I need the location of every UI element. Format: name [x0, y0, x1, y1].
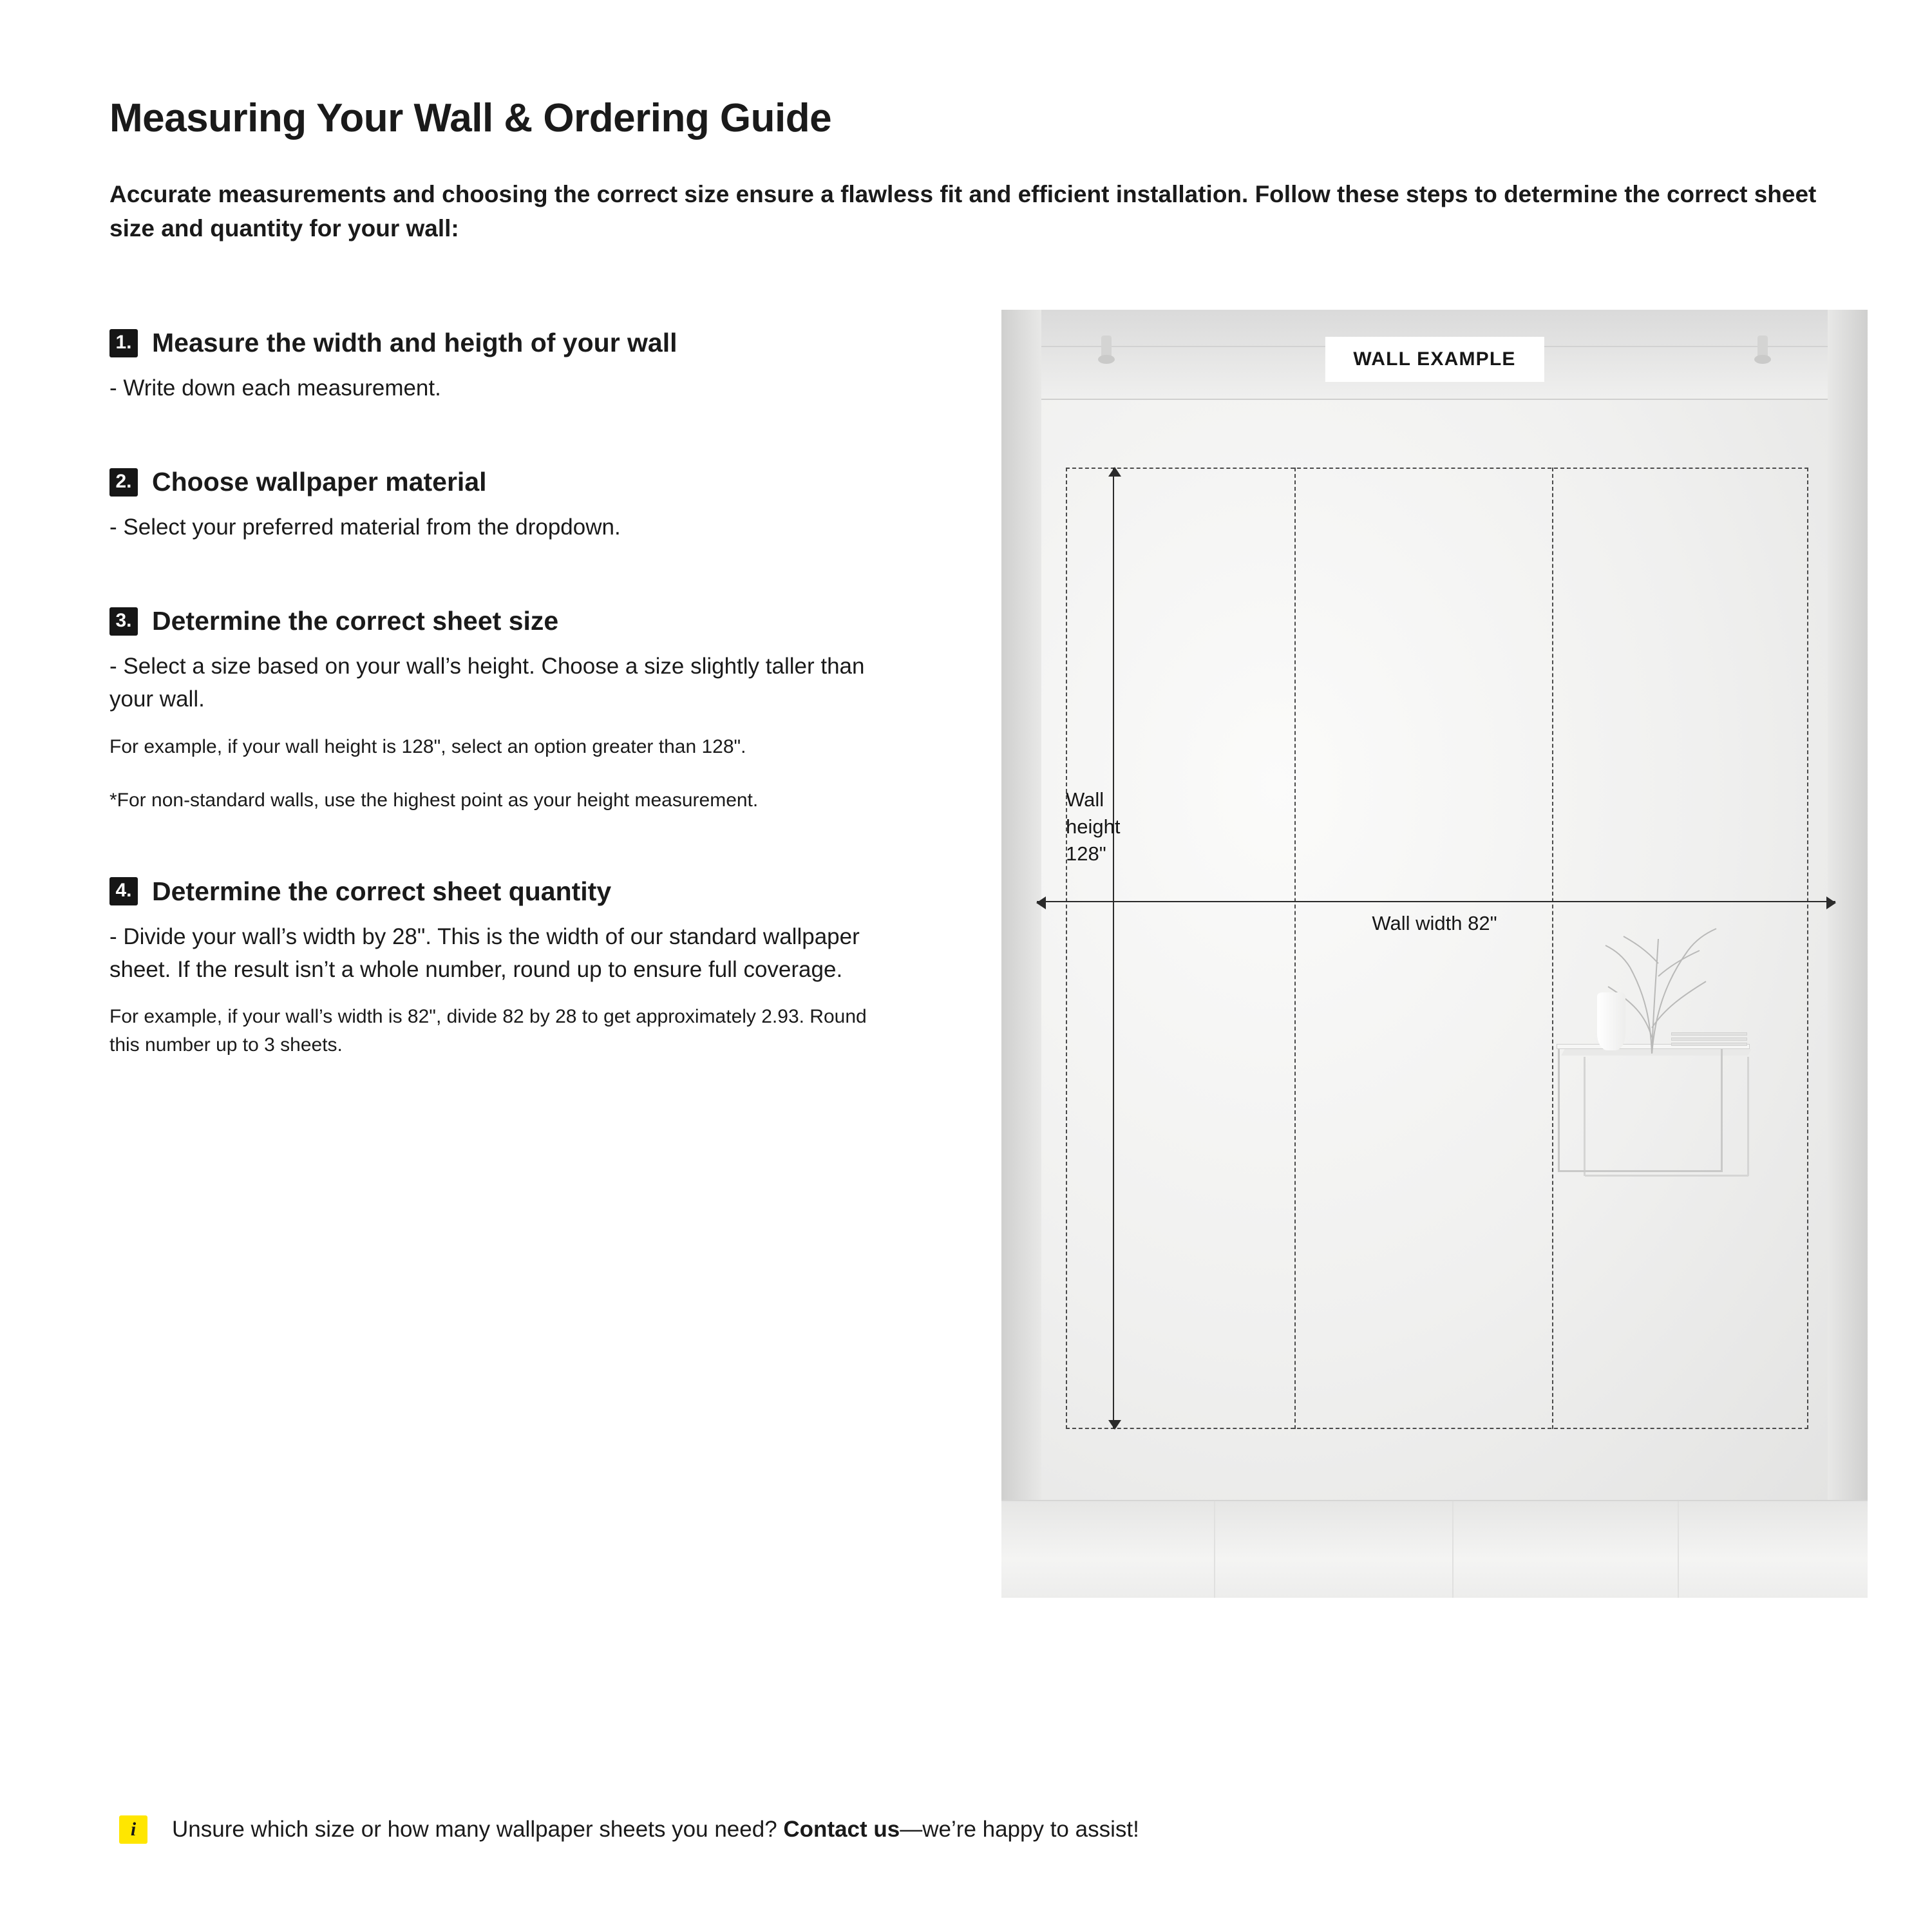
step-1-number: 1. — [109, 329, 138, 357]
step-2-title: Choose wallpaper material — [152, 467, 487, 497]
wall-measure-outline — [1066, 468, 1808, 1429]
step-3-number: 3. — [109, 607, 138, 636]
footer-text — [172, 1814, 1139, 1845]
step-3-header — [109, 606, 966, 636]
step-4-header — [109, 876, 966, 907]
step-2-description: - Select your preferred material from the dropdown. — [109, 515, 621, 540]
step-2-header — [109, 467, 966, 497]
steps-list — [109, 310, 966, 1078]
content-area — [109, 310, 1823, 1598]
wall-height-label-line3: 128" — [1066, 842, 1106, 865]
floor-seam — [1001, 1500, 1868, 1501]
footer-text-before: Unsure which size or how many wallpaper sheets you need? — [172, 1817, 784, 1842]
step-4-number: 4. — [109, 877, 138, 905]
floor-plank — [1214, 1501, 1215, 1598]
step-1-title: Measure the width and heigth of your wall — [152, 328, 677, 358]
sheet-seam-2 — [1552, 468, 1553, 1429]
wall-example-image — [1001, 310, 1868, 1598]
intro-paragraph: Accurate measurements and choosing the correct size ensure a flawless fit and efficient installation. Follow these steps to determine the correct sheet size and quantity for your wall: — [109, 181, 1817, 242]
step-1-header — [109, 328, 966, 358]
ceiling-light-left — [1101, 336, 1112, 359]
step-4 — [109, 876, 966, 1059]
wall-width-label: Wall width 82" — [1372, 912, 1497, 935]
step-2 — [109, 467, 966, 544]
step-4-example: For example, if your wall’s width is 82", divide 82 by 28 to get approximately 2.93. Round this number up to 3 sheets. — [109, 1006, 867, 1056]
floor — [1001, 1501, 1868, 1598]
footer-text-after: —we’re happy to assist! — [900, 1817, 1139, 1842]
illustration-column — [1001, 310, 1868, 1598]
floor-plank — [1452, 1501, 1454, 1598]
step-3-footnote: *For non-standard walls, use the highest point as your height measurement. — [109, 790, 759, 811]
wall-height-arrow — [1113, 468, 1114, 1429]
step-4-title: Determine the correct sheet quantity — [152, 876, 612, 906]
wall-height-label-line2: height — [1066, 815, 1121, 838]
contact-us-link[interactable]: Contact us — [783, 1817, 900, 1842]
step-4-description: - Divide your wall’s width by 28". This is the width of our standard wallpaper sheet. If the result isn’t a whole number, round up to ensure full coverage. — [109, 923, 860, 982]
info-icon: i — [119, 1815, 147, 1844]
wall-width-arrow — [1037, 901, 1835, 902]
footer-help — [109, 1814, 1823, 1845]
step-3 — [109, 606, 966, 815]
step-1 — [109, 328, 966, 405]
wall-example-chip: WALL EXAMPLE — [1325, 337, 1544, 382]
wall-height-label — [1066, 786, 1120, 867]
step-1-description: - Write down each measurement. — [109, 375, 441, 401]
page-title: Measuring Your Wall & Ordering Guide — [109, 96, 832, 140]
ceiling-light-right — [1757, 336, 1768, 359]
step-3-title: Determine the correct sheet size — [152, 606, 559, 636]
side-wall-left — [1001, 310, 1041, 1598]
side-wall-right — [1828, 310, 1868, 1598]
sheet-seam-1 — [1294, 468, 1296, 1429]
floor-plank — [1678, 1501, 1679, 1598]
step-3-example: For example, if your wall height is 128", select an option greater than 128". — [109, 735, 746, 757]
step-2-number: 2. — [109, 468, 138, 497]
step-3-description: - Select a size based on your wall’s height. Choose a size slightly taller than your wall. — [109, 654, 865, 712]
wall-height-label-line1: Wall — [1066, 788, 1104, 811]
